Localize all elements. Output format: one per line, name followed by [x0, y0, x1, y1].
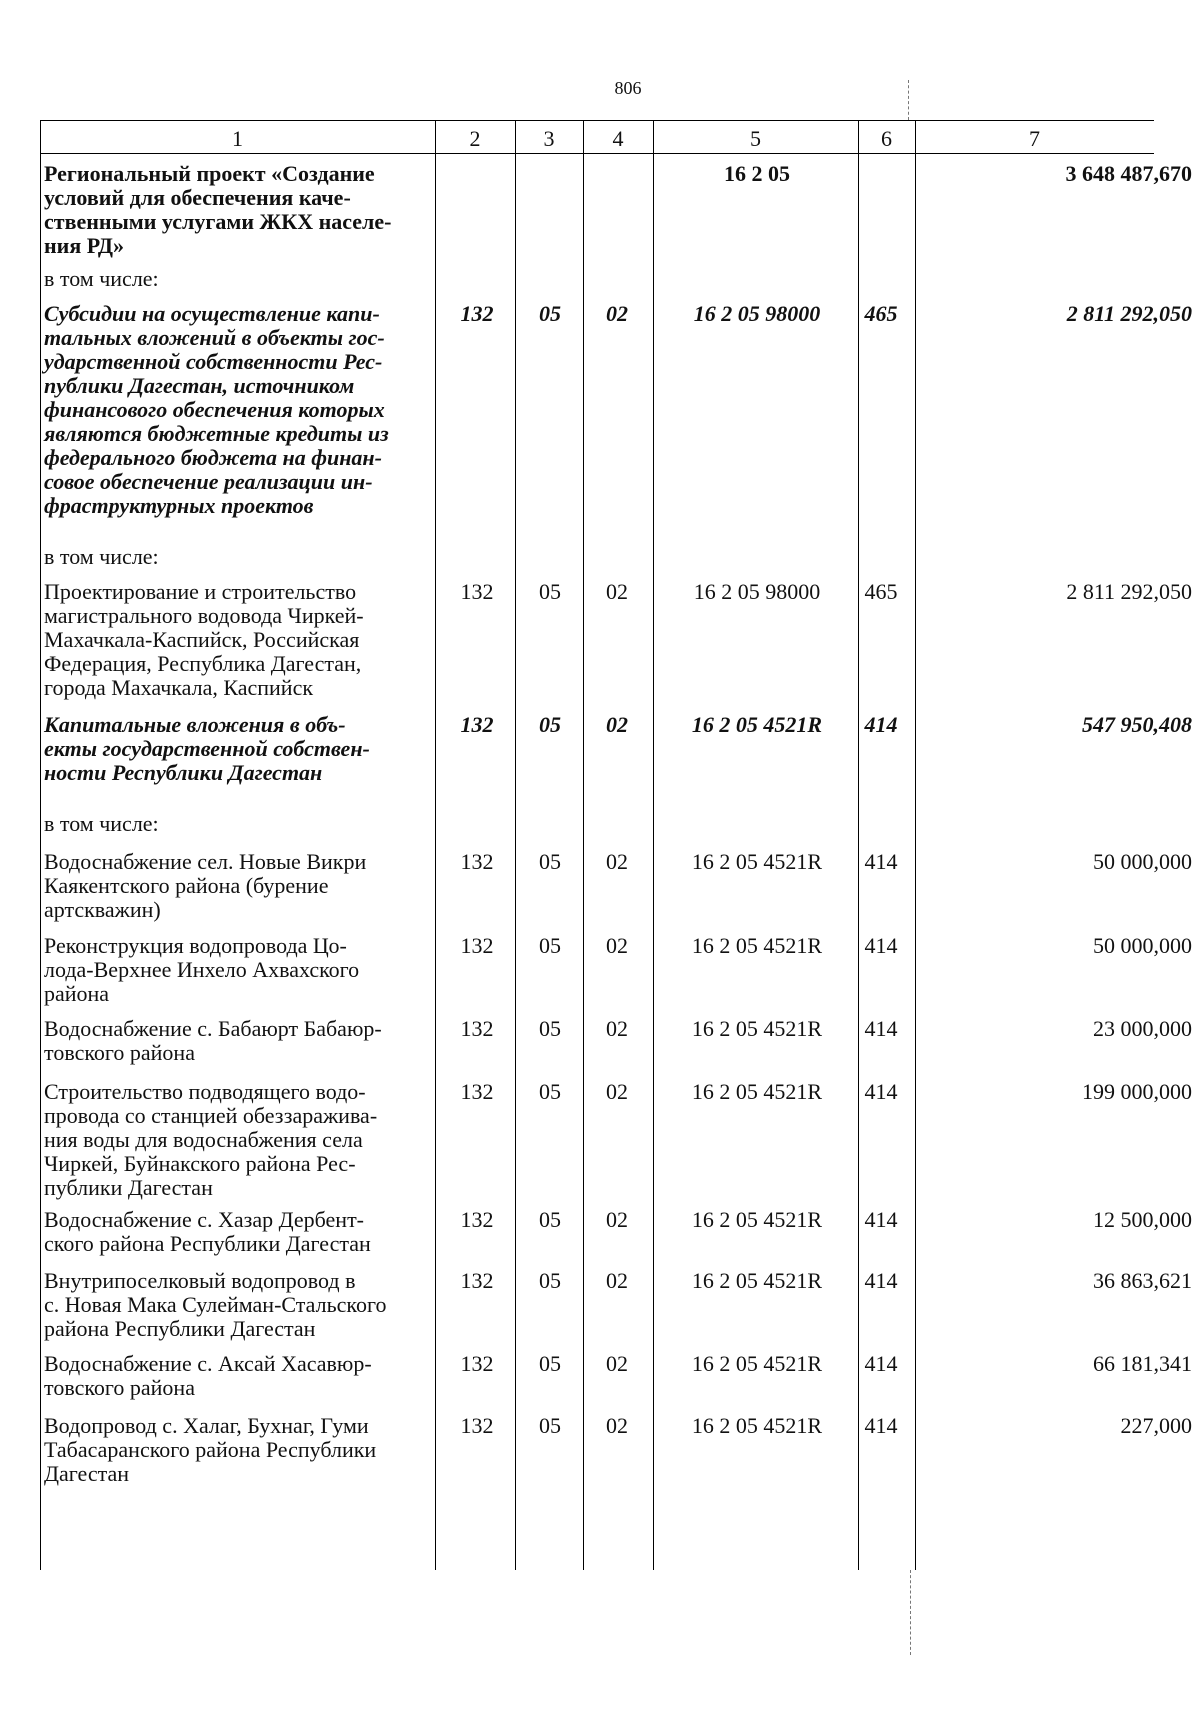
cell-c5: 16 2 05 4521R: [691, 1268, 823, 1293]
description-line: района Республики Дагестан: [44, 1316, 316, 1341]
cell-c7: 199 000,000: [1082, 1079, 1192, 1104]
header-col-5: 5: [750, 126, 761, 151]
row-description: [44, 267, 436, 291]
row-description: [44, 1414, 436, 1486]
row-description: [44, 1269, 436, 1341]
cell-c2: 132: [460, 1207, 494, 1232]
description-line: Субсидии на осуществление капи-: [44, 301, 380, 326]
description-line: Строительство подводящего водо-: [44, 1079, 366, 1104]
header-col-7: 7: [1029, 126, 1040, 151]
budget-table: [40, 120, 1192, 1570]
description-line: Проектирование и строительство: [44, 579, 357, 604]
row-description: [44, 302, 436, 518]
description-line: Федерация, Республика Дагестан,: [44, 651, 362, 676]
cell-c6: 465: [864, 301, 898, 326]
description-line: Водоснабжение с. Бабаюрт Бабаюр-: [44, 1016, 382, 1041]
row-description: [44, 850, 436, 922]
cell-c7: 66 181,341: [1093, 1351, 1192, 1376]
cell-c5: 16 2 05 98000: [693, 301, 821, 326]
header-col-2: 2: [469, 126, 481, 151]
cell-c6: 414: [864, 1207, 898, 1232]
description-line: товского района: [44, 1375, 195, 1400]
cell-c4: 02: [606, 1268, 628, 1293]
description-line: публики Дагестан, источником: [44, 373, 355, 398]
cell-c6: 414: [864, 1351, 898, 1376]
cell-c4: 02: [606, 1079, 628, 1104]
cell-c2: 132: [460, 1268, 494, 1293]
cell-c6: 414: [864, 1413, 898, 1438]
row-description: [44, 713, 436, 785]
cell-c5: 16 2 05: [724, 161, 790, 186]
description-line: публики Дагестан: [44, 1175, 213, 1200]
row-description: [44, 545, 436, 569]
cell-c2: 132: [460, 1413, 494, 1438]
cell-c7: 36 863,621: [1093, 1268, 1192, 1293]
description-line: с. Новая Мака Сулейман-Стальского: [44, 1292, 387, 1317]
cell-c7: 23 000,000: [1093, 1016, 1192, 1041]
cell-c6: 414: [864, 1268, 898, 1293]
description-line: Каякентского района (бурение: [44, 873, 329, 898]
cell-c2: 132: [460, 1079, 494, 1104]
cell-c4: 02: [606, 1413, 628, 1438]
row-description: [44, 1080, 436, 1200]
row-description: [44, 162, 436, 258]
description-line: артскважин): [44, 897, 161, 922]
cell-c7: 12 500,000: [1093, 1207, 1192, 1232]
description-line: являются бюджетные кредиты из: [44, 421, 389, 446]
description-line: в том числе:: [44, 544, 159, 569]
cell-c5: 16 2 05 4521R: [691, 1079, 823, 1104]
row-description: [44, 1017, 436, 1065]
description-line: тальных вложений в объекты гос-: [44, 325, 385, 350]
row-description: [44, 934, 436, 1006]
description-line: Реконструкция водопровода Цо-: [44, 933, 347, 958]
cell-c5: 16 2 05 4521R: [691, 1016, 823, 1041]
cell-c5: 16 2 05 4521R: [691, 1351, 823, 1376]
column-divider-6: [915, 120, 916, 1570]
description-line: Водоснабжение сел. Новые Викри: [44, 849, 367, 874]
cell-c5: 16 2 05 4521R: [691, 933, 823, 958]
description-line: Водоснабжение с. Аксай Хасавюр-: [44, 1351, 372, 1376]
header-col-6: 6: [881, 126, 892, 151]
description-line: ния РД»: [44, 233, 124, 258]
cell-c2: 132: [460, 712, 494, 737]
header-col-4: 4: [612, 126, 624, 151]
table-left-border: [40, 120, 41, 1570]
description-line: Внутрипоселковый водопровод в: [44, 1268, 356, 1293]
description-line: ского района Республики Дагестан: [44, 1231, 371, 1256]
cell-c5: 16 2 05 4521R: [691, 712, 823, 737]
cell-c2: 132: [460, 579, 494, 604]
cell-c4: 02: [606, 849, 628, 874]
cell-c7: 3 648 487,670: [1065, 161, 1192, 186]
header-bottom-rule: [40, 153, 1154, 154]
cell-c3: 05: [539, 933, 561, 958]
cell-c7: 50 000,000: [1093, 933, 1192, 958]
cell-c7: 227,000: [1120, 1413, 1192, 1438]
description-line: Табасаранского района Республики: [44, 1437, 377, 1462]
header-col-3: 3: [543, 126, 555, 151]
cell-c6: 465: [864, 579, 898, 604]
row-description: [44, 812, 436, 836]
scan-artifact: [910, 1570, 911, 1655]
cell-c7: 50 000,000: [1093, 849, 1192, 874]
row-description: [44, 580, 436, 700]
cell-c2: 132: [460, 1351, 494, 1376]
description-line: района: [44, 981, 110, 1006]
cell-c5: 16 2 05 4521R: [691, 1413, 823, 1438]
description-line: лода-Верхнее Инхело Ахвахского: [44, 957, 360, 982]
description-line: Водоснабжение с. Хазар Дербент-: [44, 1207, 365, 1232]
description-line: Махачкала-Каспийск, Российская: [44, 627, 360, 652]
description-line: Водопровод с. Халаг, Бухнаг, Гуми: [44, 1413, 369, 1438]
description-line: ности Республики Дагестан: [44, 760, 323, 785]
cell-c4: 02: [606, 301, 628, 326]
cell-c3: 05: [539, 579, 561, 604]
scan-artifact: [908, 80, 909, 120]
cell-c2: 132: [460, 301, 494, 326]
description-line: товского района: [44, 1040, 195, 1065]
page-number: 806: [614, 78, 642, 98]
cell-c5: 16 2 05 4521R: [691, 849, 823, 874]
row-description: [44, 1352, 436, 1400]
cell-c6: 414: [864, 712, 898, 737]
cell-c6: 414: [864, 1079, 898, 1104]
description-line: магистрального водовода Чиркей-: [44, 603, 364, 628]
cell-c2: 132: [460, 1016, 494, 1041]
cell-c7: 2 811 292,050: [1066, 301, 1192, 326]
description-line: в том числе:: [44, 811, 159, 836]
cell-c4: 02: [606, 1016, 628, 1041]
description-line: условий для обеспечения каче-: [44, 185, 351, 210]
cell-c3: 05: [539, 301, 561, 326]
description-line: в том числе:: [44, 266, 159, 291]
table-top-rule: [40, 120, 1154, 121]
cell-c3: 05: [539, 1268, 561, 1293]
cell-c6: 414: [864, 849, 898, 874]
description-line: федерального бюджета на финан-: [44, 445, 382, 470]
description-line: екты государственной собствен-: [44, 736, 370, 761]
cell-c5: 16 2 05 4521R: [691, 1207, 823, 1232]
cell-c4: 02: [606, 579, 628, 604]
cell-c3: 05: [539, 849, 561, 874]
description-line: Чиркей, Буйнакского района Рес-: [44, 1151, 356, 1176]
cell-c4: 02: [606, 1207, 628, 1232]
description-line: Региональный проект «Создание: [44, 161, 375, 186]
cell-c7: 2 811 292,050: [1066, 579, 1192, 604]
description-line: провода со станцией обеззаражива-: [44, 1103, 378, 1128]
header-col-1: 1: [232, 126, 243, 151]
row-description: [44, 1208, 436, 1256]
description-line: Дагестан: [44, 1461, 130, 1486]
cell-c6: 414: [864, 1016, 898, 1041]
description-line: ния воды для водоснабжения села: [44, 1127, 363, 1152]
description-line: совое обеспечение реализации ин-: [44, 469, 373, 494]
description-line: ственными услугами ЖКХ населе-: [44, 209, 392, 234]
description-line: Капитальные вложения в объ-: [44, 712, 346, 737]
cell-c7: 547 950,408: [1082, 712, 1192, 737]
cell-c3: 05: [539, 1413, 561, 1438]
cell-c4: 02: [606, 933, 628, 958]
cell-c4: 02: [606, 712, 628, 737]
cell-c6: 414: [864, 933, 898, 958]
description-line: ударственной собственности Рес-: [44, 349, 383, 374]
cell-c3: 05: [539, 1079, 561, 1104]
cell-c3: 05: [539, 1351, 561, 1376]
description-line: финансового обеспечения которых: [44, 397, 385, 422]
cell-c2: 132: [460, 849, 494, 874]
cell-c2: 132: [460, 933, 494, 958]
cell-c5: 16 2 05 98000: [693, 579, 821, 604]
description-line: фраструктурных проектов: [44, 493, 314, 518]
cell-c3: 05: [539, 1016, 561, 1041]
cell-c4: 02: [606, 1351, 628, 1376]
cell-c3: 05: [539, 712, 561, 737]
cell-c3: 05: [539, 1207, 561, 1232]
description-line: города Махачкала, Каспийск: [44, 675, 314, 700]
